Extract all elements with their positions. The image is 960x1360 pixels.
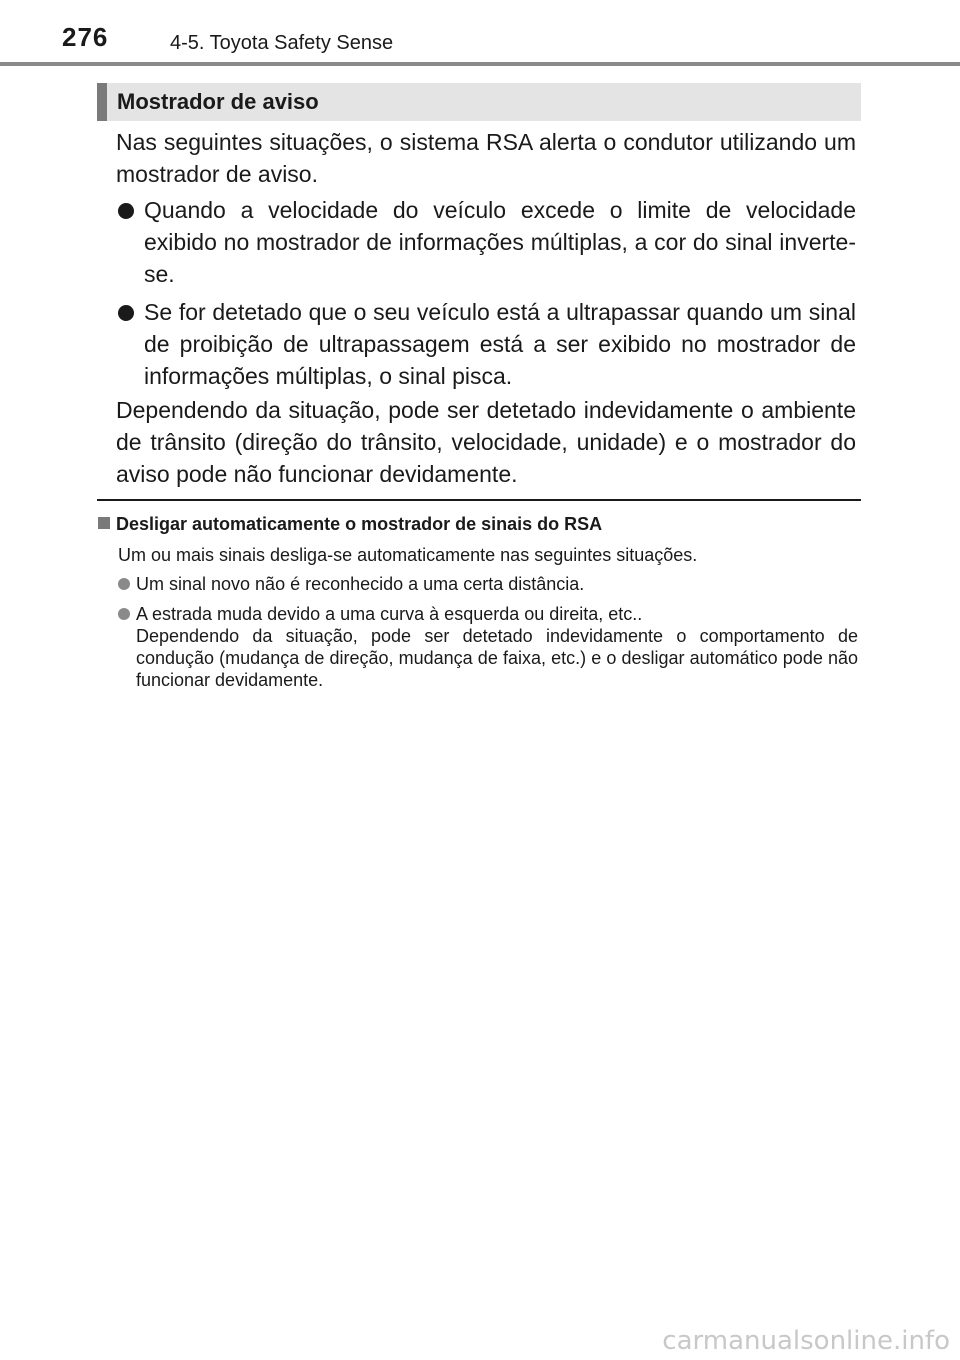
list-item-text: Se for detetado que o seu veículo está a ultrapassar quando um sinal de proibição de ultrapassagem está a ser exibido no mostrador de informações múltiplas, o sinal pisca. bbox=[144, 299, 856, 389]
list-item bbox=[118, 603, 858, 691]
page-header bbox=[0, 0, 960, 66]
header-rule bbox=[0, 62, 960, 66]
square-bullet-icon bbox=[98, 517, 110, 529]
note-intro: Um ou mais sinais desliga-se automaticamente nas seguintes situações. bbox=[118, 545, 698, 565]
bullet-icon bbox=[118, 305, 134, 321]
closing-paragraph: Dependendo da situação, pode ser detetado indevidamente o ambiente de trânsito (direção do trânsito, velocidade, unidade) e o mostrador do aviso pode não funcionar devidamente. bbox=[116, 397, 856, 487]
bullet-icon bbox=[118, 608, 130, 620]
list-item bbox=[116, 194, 856, 290]
section-title-bar bbox=[97, 83, 861, 121]
page-number: 276 bbox=[62, 22, 109, 52]
bullet-icon bbox=[118, 578, 130, 590]
section-label: 4-5. Toyota Safety Sense bbox=[170, 32, 394, 54]
list-item-text: A estrada muda devido a uma curva à esquerda ou direita, etc.. bbox=[136, 604, 643, 624]
list-item-text: Um sinal novo não é reconhecido a uma certa distância. bbox=[136, 574, 585, 594]
watermark: carmanualsonline.info bbox=[662, 1326, 950, 1356]
intro-paragraph: Nas seguintes situações, o sistema RSA alerta o condutor utilizando um mostrador de aviso. bbox=[116, 129, 856, 187]
note-heading bbox=[98, 514, 858, 535]
list-item-detail: Dependendo da situação, pode ser detetado indevidamente o comportamento de condução (mudança de direção, mudança de faixa, etc.) e o desligar automático pode não funcionar devidamente. bbox=[136, 626, 858, 690]
list-item-text: Quando a velocidade do veículo excede o limite de velocidade exibido no mostrador de informações múltiplas, a cor do sinal inverte-se. bbox=[144, 197, 856, 287]
bullet-icon bbox=[118, 203, 134, 219]
note-list bbox=[118, 573, 858, 699]
section-divider bbox=[97, 499, 861, 501]
list-item bbox=[116, 296, 856, 392]
warning-bullet-list bbox=[116, 194, 856, 398]
section-title: Mostrador de aviso bbox=[117, 89, 319, 114]
list-item bbox=[118, 573, 858, 595]
note-heading-text: Desligar automaticamente o mostrador de sinais do RSA bbox=[116, 514, 603, 534]
